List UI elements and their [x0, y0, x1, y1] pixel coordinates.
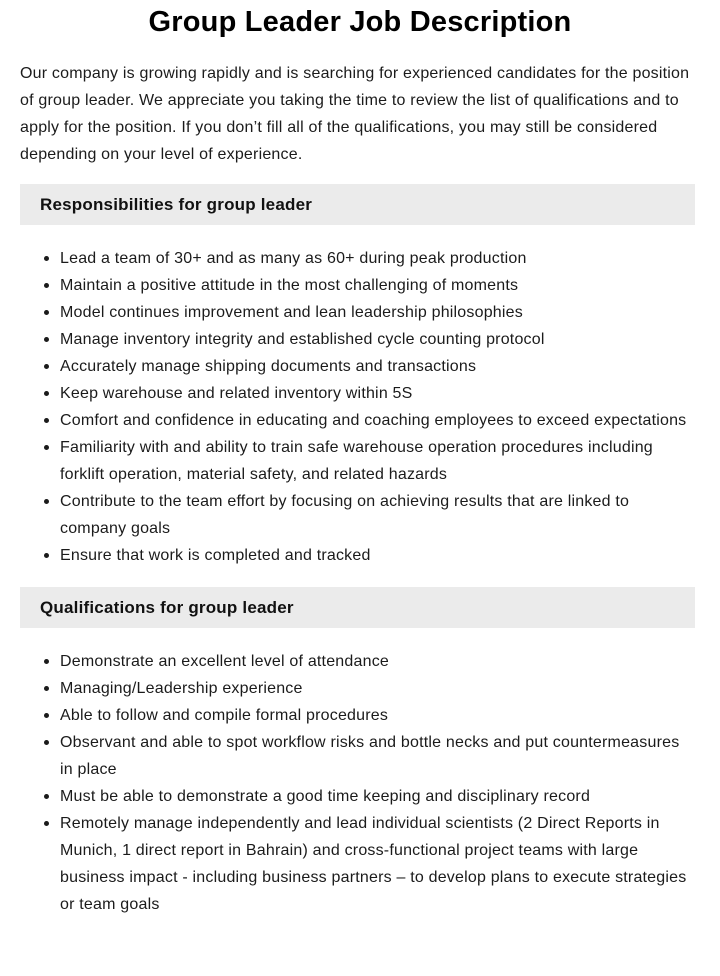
list-item: Accurately manage shipping documents and transactions [60, 353, 690, 380]
list-item: Lead a team of 30+ and as many as 60+ during peak production [60, 245, 690, 272]
list-item: Comfort and confidence in educating and coaching employees to exceed expectations [60, 407, 690, 434]
list-item: Managing/Leadership experience [60, 675, 690, 702]
list-item: Able to follow and compile formal procedures [60, 702, 690, 729]
intro-paragraph: Our company is growing rapidly and is searching for experienced candidates for the position of group leader. We appreciate you taking the time to review the list of qualifications and to apply for the position. If you don’t fill all of the qualifications, you may still be considered depending on your level of experience. [20, 65, 690, 163]
section-heading-label: Qualifications for group leader [40, 598, 294, 617]
section-heading-label: Responsibilities for group leader [40, 195, 313, 214]
section-header-responsibilities [20, 184, 695, 225]
qualifications-list [60, 648, 690, 918]
responsibilities-list [60, 245, 690, 569]
list-item: Manage inventory integrity and established cycle counting protocol [60, 326, 690, 353]
list-item: Maintain a positive attitude in the most challenging of moments [60, 272, 690, 299]
list-item: Familiarity with and ability to train safe warehouse operation procedures including forklift operation, material safety, and related hazards [60, 434, 690, 488]
list-item: Demonstrate an excellent level of attendance [60, 648, 690, 675]
list-item: Must be able to demonstrate a good time keeping and disciplinary record [60, 783, 690, 810]
list-item: Ensure that work is completed and tracked [60, 542, 690, 569]
list-item: Contribute to the team effort by focusing on achieving results that are linked to company goals [60, 488, 690, 542]
page-title: Group Leader Job Description [148, 6, 572, 38]
list-item: Model continues improvement and lean leadership philosophies [60, 299, 690, 326]
list-item: Observant and able to spot workflow risks and bottle necks and put countermeasures in place [60, 729, 690, 783]
section-header-qualifications [20, 587, 695, 628]
list-item: Keep warehouse and related inventory within 5S [60, 380, 690, 407]
list-item: Remotely manage independently and lead individual scientists (2 Direct Reports in Munich, 1 direct report in Bahrain) and cross-functional project teams with large business impact - including business partners – to develop plans to execute strategies or team goals [60, 810, 690, 918]
